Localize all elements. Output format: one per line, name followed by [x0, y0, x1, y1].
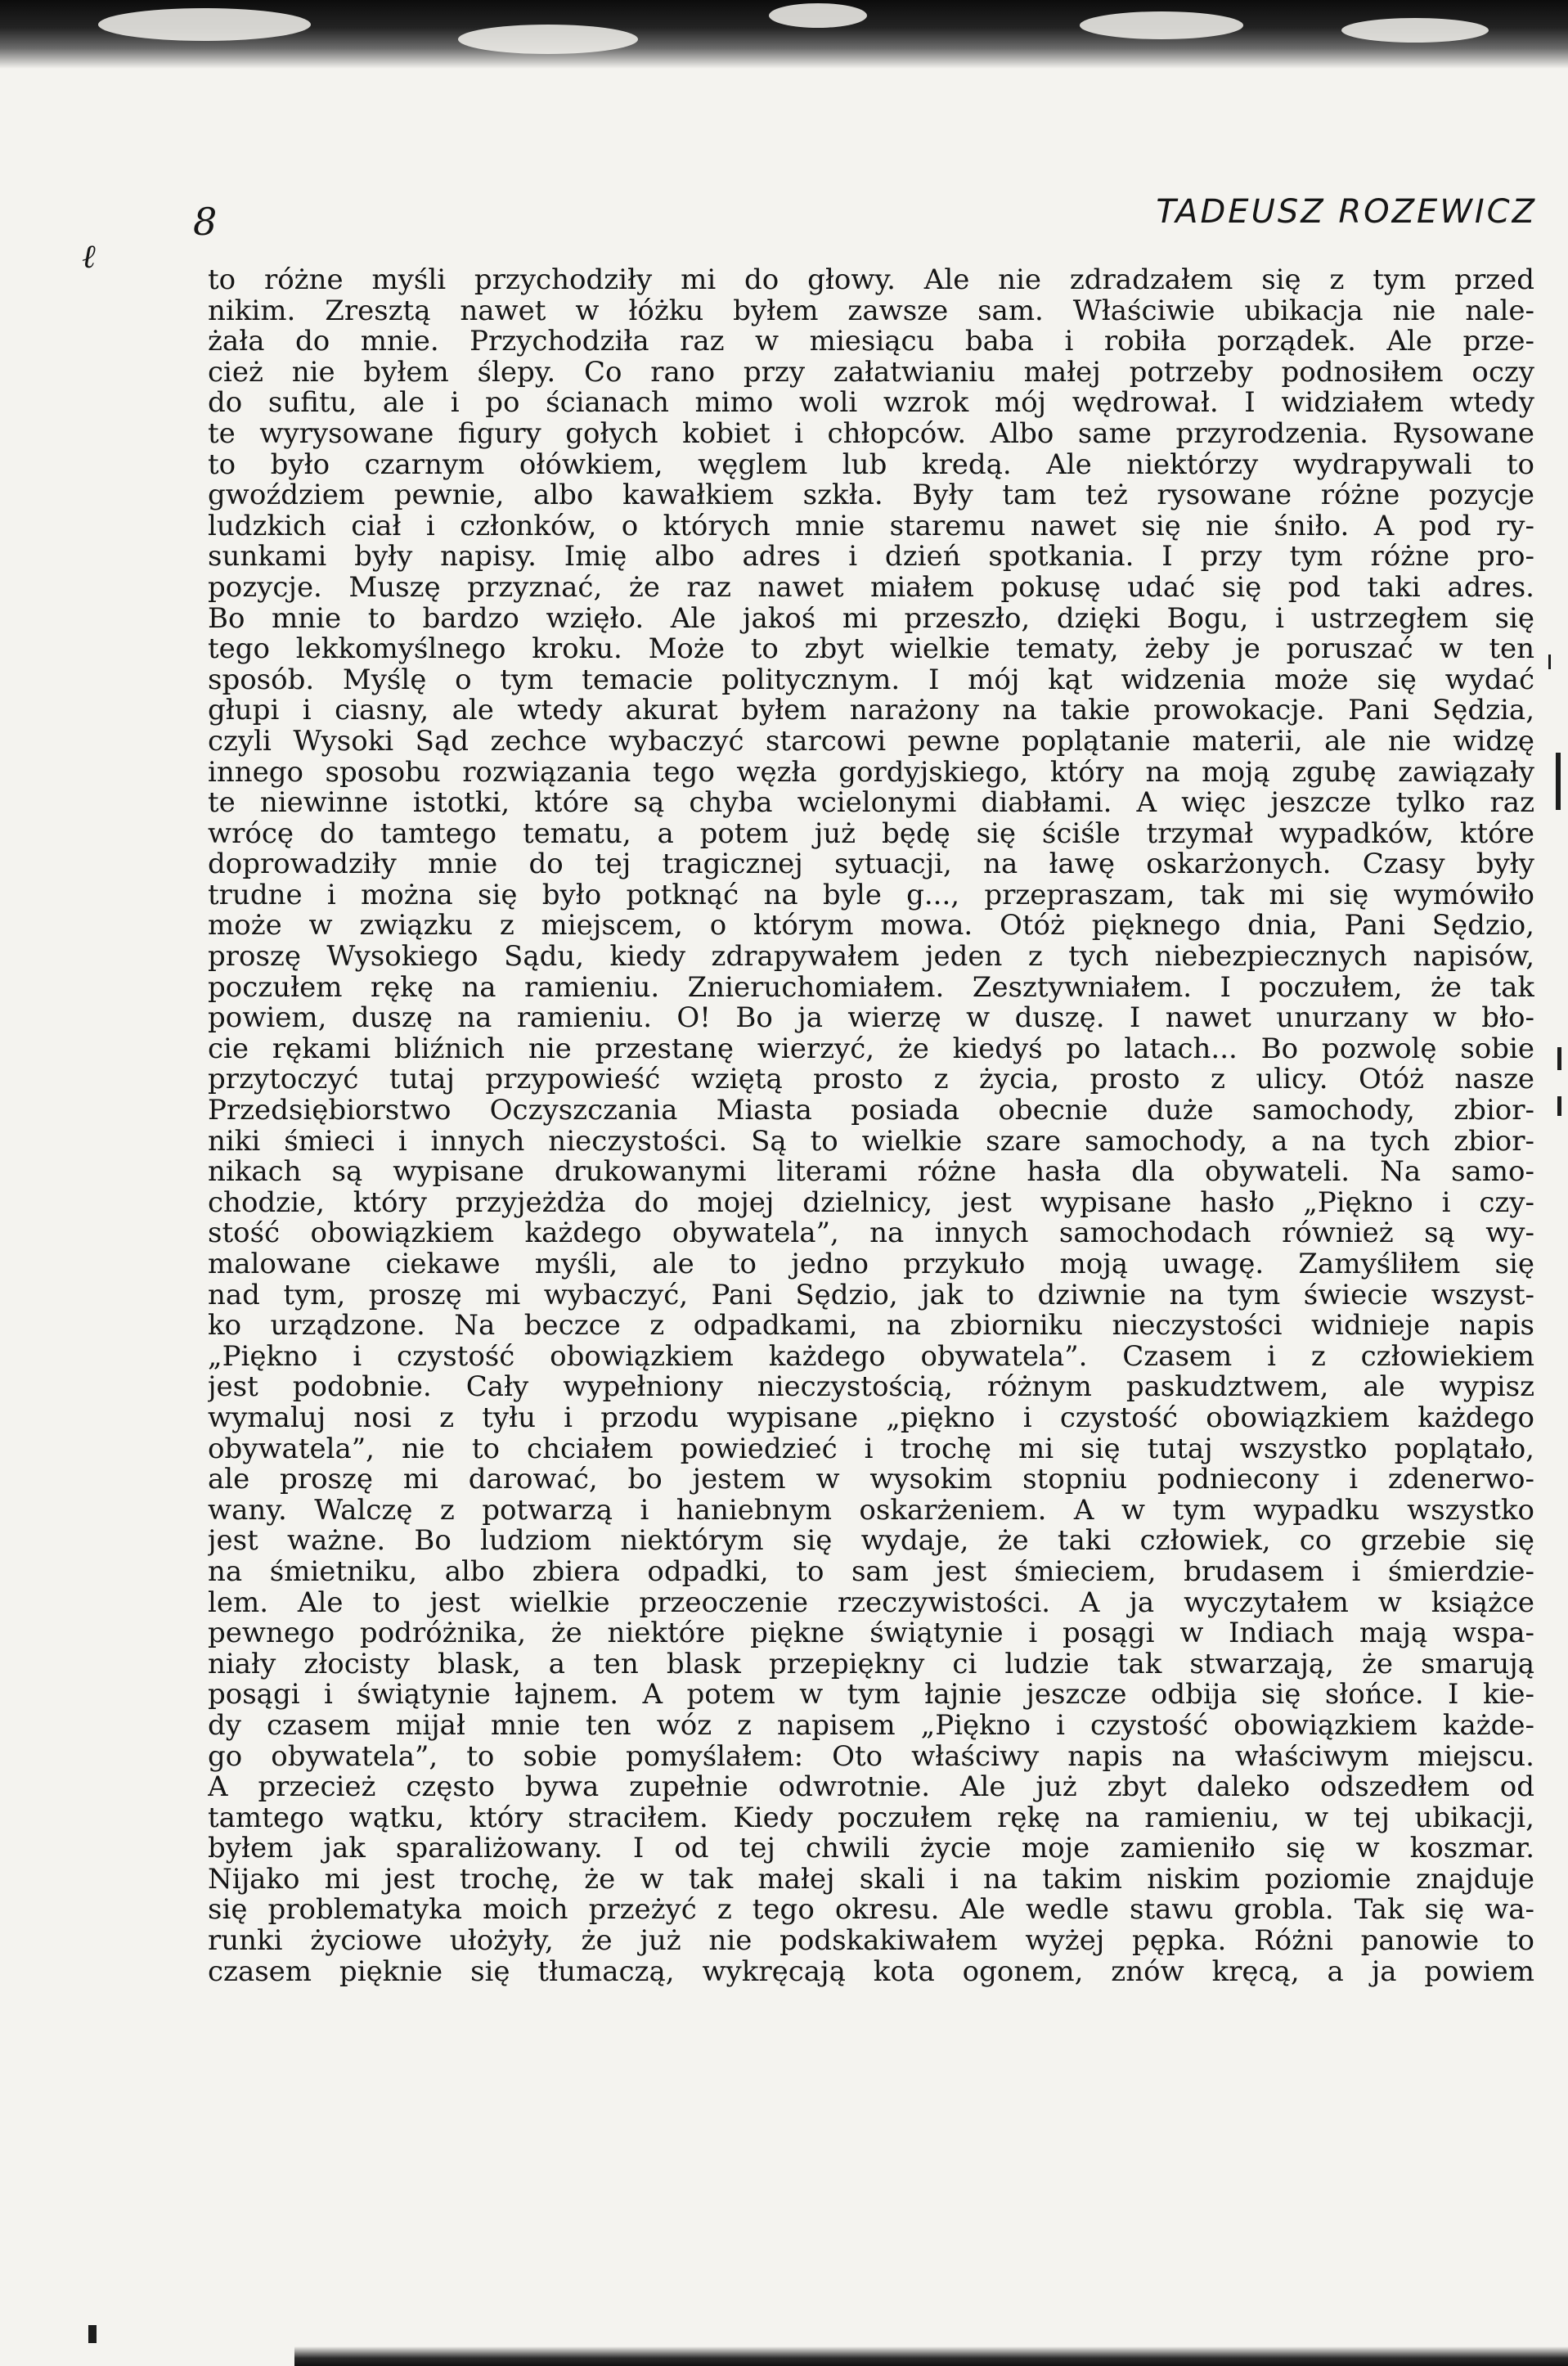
- text-line: to było czarnym ołówkiem, węglem lub kredą. Ale niektórzy wydrapywali to: [208, 449, 1534, 481]
- text-line: ko urządzone. Na beczce z odpadkami, na zbiorniku nieczystości widnieje napis: [208, 1311, 1534, 1342]
- text-line: to różne myśli przychodziły mi do głowy. Ale nie zdradzałem się z tym przed: [208, 265, 1534, 296]
- text-line: żała do mnie. Przychodziła raz w miesiącu baba i robiła porządek. Ale prze-: [208, 326, 1534, 358]
- text-line: do sufitu, ale i po ścianach mimo woli wzrok mój wędrował. I widziałem wtedy: [208, 388, 1534, 419]
- text-line: trudne i można się było potknąć na byle g..., przepraszam, tak mi się wymówiło: [208, 879, 1534, 911]
- margin-mark: ℓ: [82, 238, 96, 276]
- text-line: niki śmieci i innych nieczystości. Są to wielkie szare samochody, a na tych zbior-: [208, 1126, 1534, 1158]
- text-line: powiem, duszę na ramieniu. O! Bo ja wierzę w duszę. I nawet unurzany w bło-: [208, 1003, 1534, 1034]
- text-line: wany. Walczę z potwarzą i haniebnym oskarżeniem. A w tym wypadku wszystko: [208, 1495, 1534, 1527]
- text-line: nad tym, proszę mi wybaczyć, Pani Sędzio, jak to dziwnie na tym świecie wszyst-: [208, 1280, 1534, 1311]
- text-line: te niewinne istotki, które są chyba wcielonymi diabłami. A więc jeszcze tylko raz: [208, 788, 1534, 819]
- scan-artifact-edge: [1556, 753, 1561, 810]
- text-line: tamtego wątku, który straciłem. Kiedy poczułem rękę na ramieniu, w tej ubikacji,: [208, 1802, 1534, 1834]
- text-line: lem. Ale to jest wielkie przeoczenie rzeczywistości. A ja wyczytałem w książce: [208, 1587, 1534, 1619]
- text-line: stość obowiązkiem każdego obywatela”, na innych samochodach również są wy-: [208, 1218, 1534, 1249]
- text-line: może w związku z miejscem, o którym mowa. Otóż pięknego dnia, Pani Sędzio,: [208, 911, 1534, 942]
- text-line: doprowadziły mnie do tej tragicznej sytuacji, na ławę oskarżonych. Czasy były: [208, 849, 1534, 880]
- text-line: byłem jak sparaliżowany. I od tej chwili życie moje zamieniło się w koszmar.: [208, 1833, 1534, 1864]
- text-line: malowane ciekawe myśli, ale to jedno przykuło moją uwagę. Zamyśliłem się: [208, 1249, 1534, 1280]
- text-line: wrócę do tamtego tematu, a potem już będę się ściśle trzymał wypadków, które: [208, 818, 1534, 850]
- text-line: ludzkich ciał i członków, o których mnie staremu nawet się nie śniło. A pod ry-: [208, 511, 1534, 542]
- text-line: nikim. Zresztą nawet w łóżku byłem zawsze sam. Właściwie ubikacja nie nale-: [208, 295, 1534, 327]
- text-line: jest ważne. Bo ludziom niektórym się wydaje, że taki człowiek, co grzebie się: [208, 1526, 1534, 1557]
- text-line: cież nie byłem ślepy. Co rano przy załatwianiu małej potrzeby podnosiłem oczy: [208, 357, 1534, 389]
- text-line: poczułem rękę na ramieniu. Znieruchomiałem. Zesztywniałem. I poczułem, że tak: [208, 972, 1534, 1004]
- scan-artifact-edge: [88, 2325, 97, 2343]
- text-line: tego lekkomyślnego kroku. Może to zbyt wielkie tematy, żeby je poruszać w ten: [208, 634, 1534, 665]
- text-line: pewnego podróżnika, że niektóre piękne świątynie i posągi w Indiach mają wspa-: [208, 1618, 1534, 1649]
- page-number: 8: [193, 200, 218, 244]
- text-line: dy czasem mijał mnie ten wóz z napisem „Piękno i czystość obowiązkiem każde-: [208, 1710, 1534, 1742]
- text-line: się problematyka moich przeżyć z tego okresu. Ale wedle stawu grobla. Tak się wa-: [208, 1895, 1534, 1927]
- body-text: [208, 265, 1534, 1987]
- text-line: czyli Wysoki Sąd zechce wybaczyć starcowi pewne poplątanie materii, ale nie widzę: [208, 726, 1534, 758]
- scan-artifact-edge: [1557, 1047, 1561, 1070]
- text-line: Bo mnie to bardzo wzięło. Ale jakoś mi przeszło, dzięki Bogu, i ustrzegłem się: [208, 603, 1534, 635]
- scan-artifact-bottom: [294, 2346, 1568, 2366]
- text-line: posągi i świątynie łajnem. A potem w tym łajnie jeszcze odbija się słońce. I kie-: [208, 1680, 1534, 1711]
- text-line: chodzie, który przyjeżdża do mojej dzielnicy, jest wypisane hasło „Piękno i czy-: [208, 1187, 1534, 1219]
- text-line: na śmietniku, albo zbiera odpadki, to sam jest śmieciem, brudasem i śmierdzie-: [208, 1556, 1534, 1588]
- scan-artifact-edge: [1548, 654, 1551, 669]
- text-line: runki życiowe ułożyły, że już nie podskakiwałem wyżej pępka. Różni panowie to: [208, 1926, 1534, 1957]
- text-line: niały złocisty blask, a ten blask przepiękny ci ludzie tak stwarzają, że smarują: [208, 1649, 1534, 1680]
- text-line: cie rękami bliźnich nie przestanę wierzyć, że kiedyś po latach... Bo pozwolę sobie: [208, 1033, 1534, 1065]
- text-line: gwoździem pewnie, albo kawałkiem szkła. Były tam też rysowane różne pozycje: [208, 480, 1534, 511]
- text-line: jest podobnie. Cały wypełniony nieczystością, różnym paskudztwem, ale wypisz: [208, 1372, 1534, 1403]
- text-line: sposób. Myślę o tym temacie politycznym. I mój kąt widzenia może się wydać: [208, 664, 1534, 696]
- scan-artifact-top: [0, 0, 1568, 69]
- text-line: A przecież często bywa zupełnie odwrotnie. Ale już zbyt daleko odszedłem od: [208, 1772, 1534, 1803]
- text-line: czasem pięknie się tłumaczą, wykręcają kota ogonem, znów kręcą, a ja powiem: [208, 1956, 1534, 1988]
- text-line: proszę Wysokiego Sądu, kiedy zdrapywałem jeden z tych niebezpiecznych napisów,: [208, 942, 1534, 973]
- text-line: ale proszę mi darować, bo jestem w wysokim stopniu podniecony i zdenerwo-: [208, 1464, 1534, 1496]
- text-line: obywatela”, nie to chciałem powiedzieć i trochę mi się tutaj wszystko poplątało,: [208, 1433, 1534, 1465]
- text-line: wymaluj nosi z tyłu i przodu wypisane „piękno i czystość obowiązkiem każdego: [208, 1402, 1534, 1434]
- running-head: TADEUSZ ROZEWICZ: [1156, 193, 1537, 231]
- text-line: sunkami były napisy. Imię albo adres i dzień spotkania. I przy tym różne pro-: [208, 542, 1534, 573]
- text-line: Nijako mi jest trochę, że w tak małej skali i na takim niskim poziomie znajduje: [208, 1864, 1534, 1896]
- text-line: innego sposobu rozwiązania tego węzła gordyjskiego, który na moją zgubę zawiązały: [208, 757, 1534, 789]
- text-line: głupi i ciasny, ale wtedy akurat byłem narażony na takie prowokacje. Pani Sędzia,: [208, 695, 1534, 726]
- text-line: pozycje. Muszę przyznać, że raz nawet miałem pokusę udać się pod taki adres.: [208, 572, 1534, 604]
- scan-artifact-edge: [1557, 1096, 1561, 1116]
- text-line: nikach są wypisane drukowanymi literami różne hasła dla obywateli. Na samo-: [208, 1157, 1534, 1188]
- text-line: Przedsiębiorstwo Oczyszczania Miasta posiada obecnie duże samochody, zbior-: [208, 1095, 1534, 1127]
- text-line: przytoczyć tutaj przypowieść wziętą prosto z życia, prosto z ulicy. Otóż nasze: [208, 1064, 1534, 1096]
- text-line: „Piękno i czystość obowiązkiem każdego obywatela”. Czasem i z człowiekiem: [208, 1341, 1534, 1373]
- text-line: te wyrysowane figury gołych kobiet i chłopców. Albo same przyrodzenia. Rysowane: [208, 418, 1534, 450]
- text-line: go obywatela”, to sobie pomyślałem: Oto właściwy napis na właściwym miejscu.: [208, 1741, 1534, 1773]
